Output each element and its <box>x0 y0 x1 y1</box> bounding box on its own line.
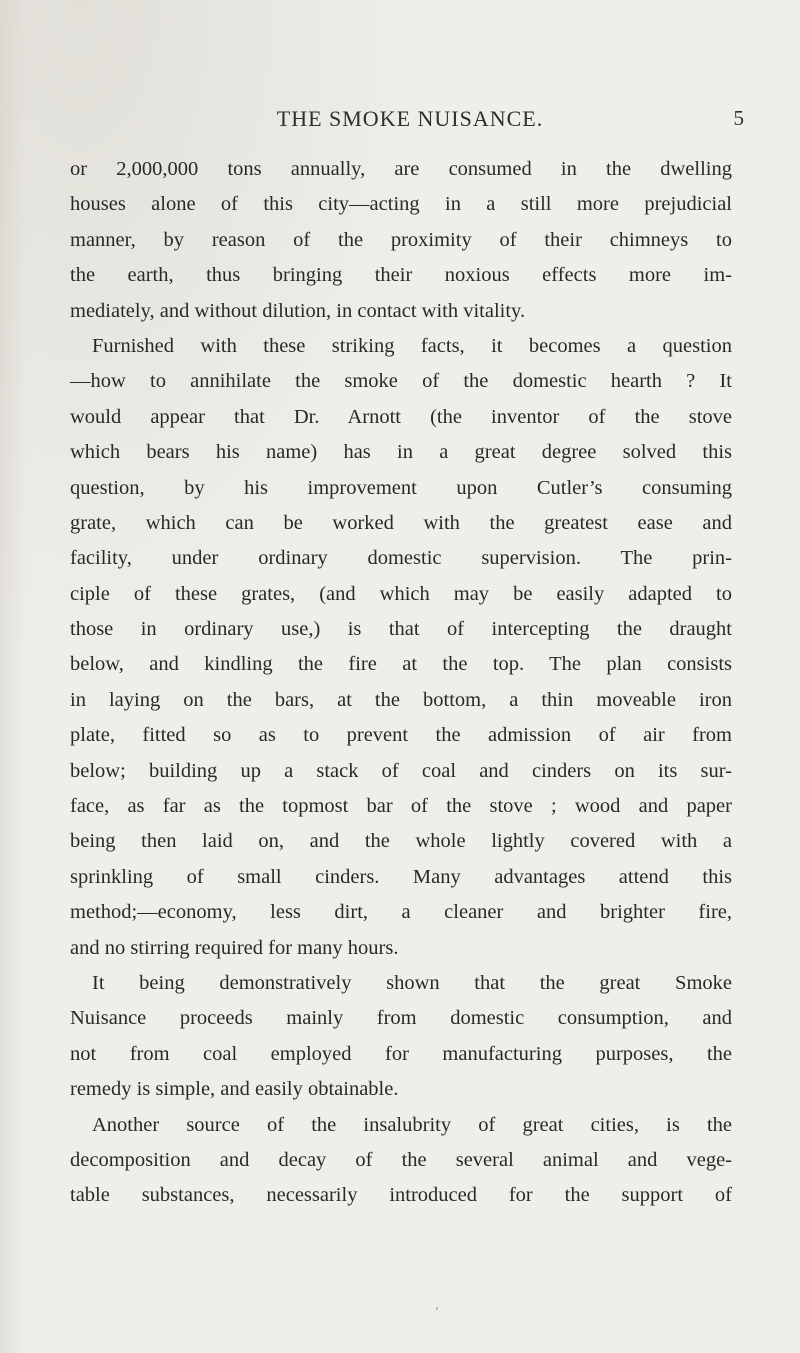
page-number: 5 <box>733 106 744 130</box>
text-line: manner, by reason of the proximity of their chimneys to <box>70 228 732 251</box>
text-line: It being demonstratively shown that the great Smoke <box>92 971 732 994</box>
text-line: mediately, and without dilution, in contact with vitality. <box>70 299 526 322</box>
body-text <box>70 152 732 1214</box>
text-line: method;—economy, less dirt, a cleaner and brighter fire, <box>70 901 732 924</box>
text-line: Another source of the insalubrity of great cities, is the <box>92 1113 732 1136</box>
text-line: below, and kindling the fire at the top. The plan consists <box>70 653 732 676</box>
text-line: those in ordinary use,) is that of intercepting the draught <box>70 618 732 641</box>
text-line: remedy is simple, and easily obtainable. <box>70 1078 399 1101</box>
text-line: question, by his improvement upon Cutler’s consuming <box>70 476 732 499</box>
paper-speck <box>436 1307 438 1310</box>
text-line: ciple of these grates, (and which may be easily adapted to <box>70 582 732 605</box>
text-line: Furnished with these striking facts, it becomes a question <box>92 334 732 357</box>
running-title: THE SMOKE NUISANCE. <box>276 106 544 131</box>
text-line: the earth, thus bringing their noxious effects more im- <box>70 264 732 287</box>
text-line: below; building up a stack of coal and cinders on its sur- <box>70 759 732 782</box>
text-line: or 2,000,000 tons annually, are consumed in the dwelling <box>70 158 732 180</box>
text-line: —how to annihilate the smoke of the domestic hearth ? It <box>70 370 732 393</box>
text-line: houses alone of this city—acting in a still more prejudicial <box>70 193 732 216</box>
text-line: facility, under ordinary domestic supervision. The prin- <box>70 547 732 570</box>
text-line: in laying on the bars, at the bottom, a thin moveable iron <box>70 688 732 711</box>
text-line: table substances, necessarily introduced for the support of <box>70 1184 732 1207</box>
running-head <box>70 106 750 136</box>
text-line: and no stirring required for many hours. <box>70 936 399 959</box>
text-line: being then laid on, and the whole lightly covered with a <box>70 830 732 853</box>
text-line: plate, fitted so as to prevent the admission of air from <box>70 724 732 747</box>
text-line: not from coal employed for manufacturing purposes, the <box>70 1042 732 1065</box>
text-line: face, as far as the topmost bar of the stove ; wood and paper <box>70 795 732 818</box>
text-line: decomposition and decay of the several animal and vege- <box>70 1148 732 1171</box>
text-line: which bears his name) has in a great degree solved this <box>70 441 732 464</box>
text-line: sprinkling of small cinders. Many advantages attend this <box>70 865 732 888</box>
text-line: Nuisance proceeds mainly from domestic consumption, and <box>70 1007 732 1030</box>
text-line: grate, which can be worked with the greatest ease and <box>70 511 732 534</box>
text-line: would appear that Dr. Arnott (the inventor of the stove <box>70 405 732 428</box>
